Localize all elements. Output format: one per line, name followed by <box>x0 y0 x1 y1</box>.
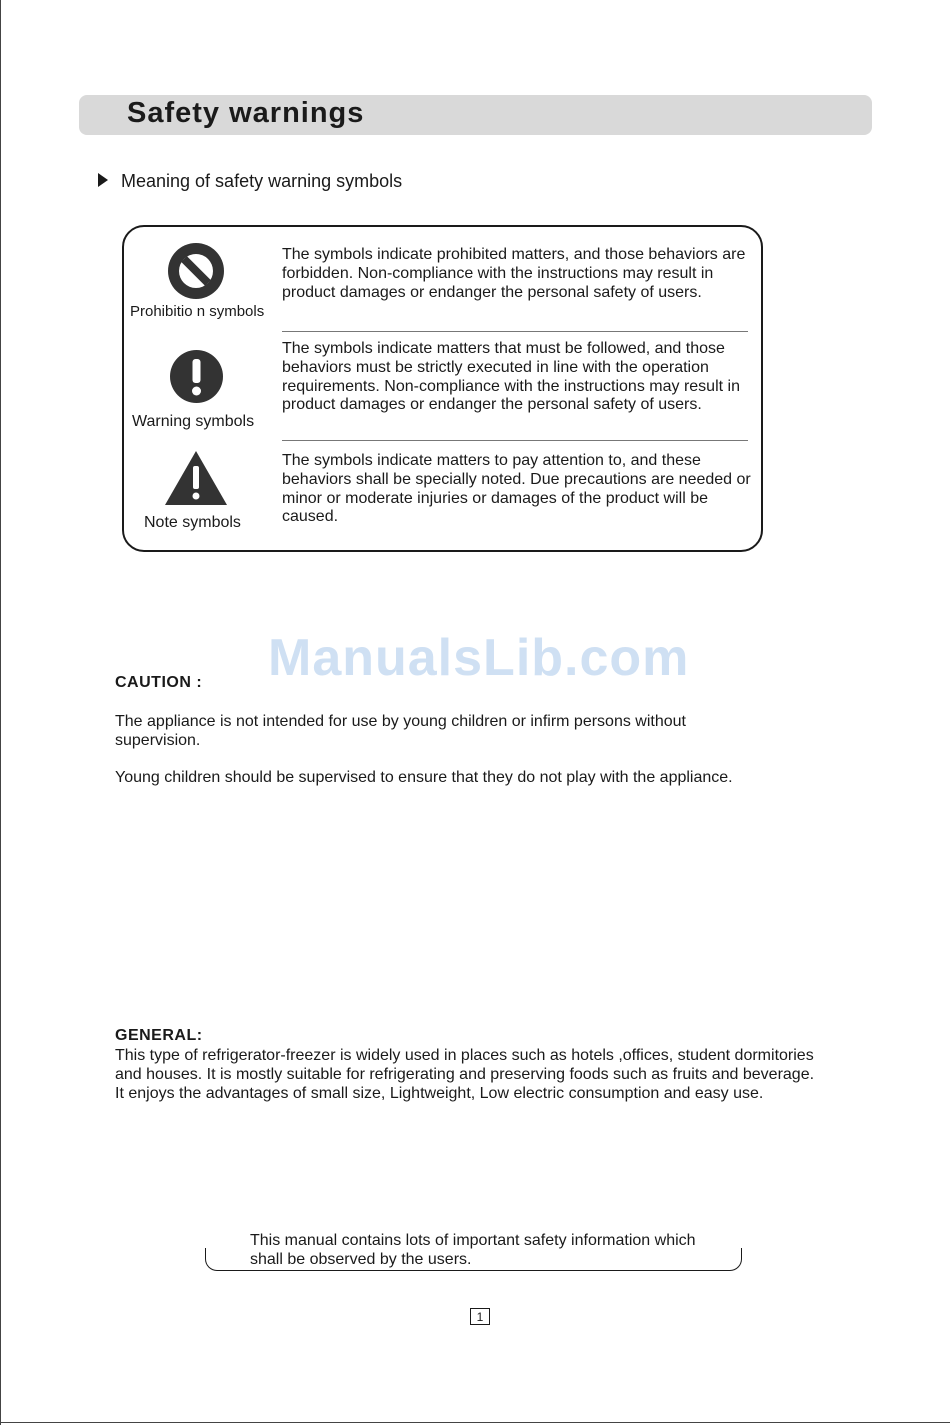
watermark: ManualsLib.com <box>268 629 690 687</box>
triangle-bullet-icon <box>98 173 108 187</box>
notice-text: This manual contains lots of important safety information which shall be observed by the users. <box>250 1232 696 1268</box>
warning-description: The symbols indicate matters that must be followed, and those behaviors must be strictly executed in line with the operation requirements. Non-compliance with the instructions may result in product damages or endanger the personal safety of users. <box>282 340 740 414</box>
page-border-left <box>0 0 1 1425</box>
caution-paragraph-2: Young children should be supervised to ensure that they do not play with the appliance. <box>115 769 733 786</box>
divider <box>282 331 748 332</box>
divider <box>282 440 748 441</box>
title-bar <box>79 95 872 135</box>
page-border-bottom <box>0 1422 950 1423</box>
warning-symbols-label: Warning symbols <box>132 413 255 430</box>
warning-exclamation-icon <box>170 350 223 403</box>
general-paragraph: This type of refrigerator-freezer is widely used in places such as hotels ,offices, student dormitories and houses. It is mostly suitable for refrigerating and preserving foods such as fruits and beverage. It enjoys the advantages of small size, Lightweight, Low electric consumption and easy use. <box>115 1047 815 1102</box>
symbols-heading-text: Meaning of safety warning symbols <box>121 171 403 191</box>
caution-paragraph-1: The appliance is not intended for use by young children or infirm persons without supervision. <box>115 713 686 749</box>
caution-heading: CAUTION : <box>115 674 203 691</box>
note-symbols-label: Note symbols <box>144 514 241 531</box>
prohibition-icon <box>168 243 224 299</box>
page-number: 1 <box>470 1308 490 1325</box>
prohibition-symbols-label: Prohibitio n symbols <box>130 303 265 320</box>
prohibition-description: The symbols indicate prohibited matters, and those behaviors are forbidden. Non-compliance with the instructions may result in product damages or endanger the personal safety of users. <box>282 246 746 301</box>
note-triangle-icon <box>164 450 228 506</box>
symbols-box <box>122 225 763 552</box>
symbols-section-heading <box>98 171 402 192</box>
note-description: The symbols indicate matters to pay attention to, and these behaviors shall be specially noted. Due precautions are needed or minor or moderate injuries or damages of the product will be caused. <box>282 452 751 526</box>
general-heading: GENERAL: <box>115 1027 203 1044</box>
page-title: Safety warnings <box>127 97 365 129</box>
